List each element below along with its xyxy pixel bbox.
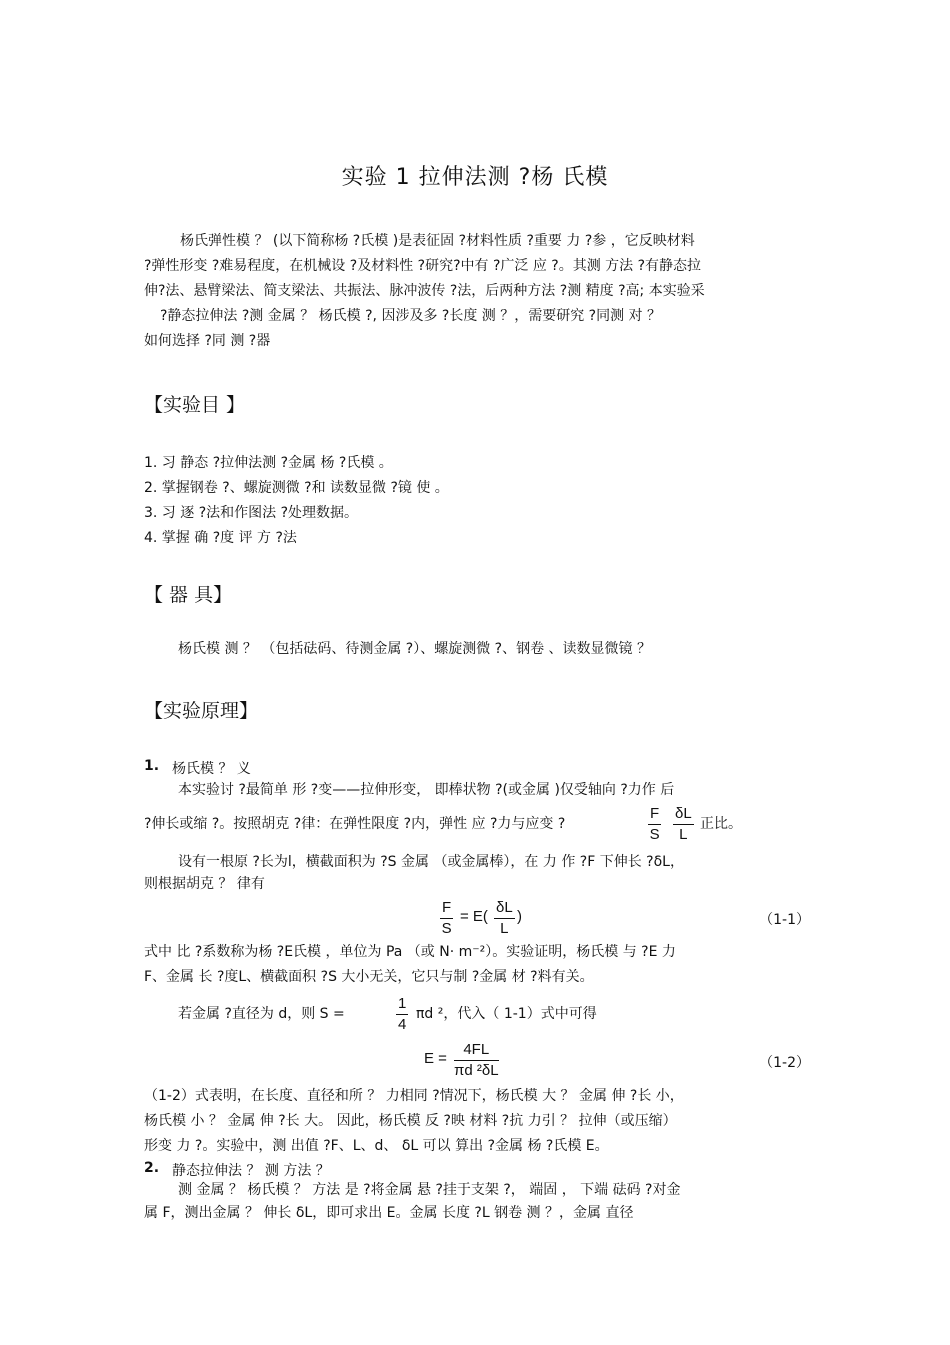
- principle-subheading-1-number: 1.: [144, 758, 160, 774]
- principle-p1-line-2: ?伸长或缩 ?。按照胡克 ?律：在弹性限度 ?内，弹性 应 ?力与应变 ?: [144, 816, 566, 832]
- principle-subheading-1: 杨氏模 ？ 义: [172, 761, 251, 777]
- fraction-denominator: πd ²δL: [454, 1062, 499, 1079]
- fraction-denominator: S: [649, 826, 660, 843]
- eq1-equals: = E(: [460, 908, 488, 925]
- intro-line-3: 伸?法、悬臂梁法、简支梁法、共振法、脉冲波传 ?法，后两种方法 ?测 精度 ?高; 本实验采: [144, 283, 705, 299]
- purpose-item-4: 4. 掌握 确 ?度 评 方 ?法: [144, 530, 297, 546]
- principle-subheading-2: 静态拉伸法 ？ 测 方法 ？: [172, 1163, 330, 1179]
- principle-p5-line-1: （1-2）式表明，在长度、直径和所 ？ 力相同 ?情况下，杨氏模 大 ？ 金属 伸 ?长 小，: [144, 1088, 684, 1104]
- intro-line-5: 如何选择 ?同 测 ?器: [144, 333, 271, 349]
- principle-p3-line-2: F、金属 长 ?度L、横截面积 ?S 大小无关，它只与制 ?金属 材 ?料有关。: [144, 969, 594, 985]
- apparatus-text: 杨氏模 测 ？ （包括砝码、待测金属 ?）、螺旋测微 ?、钢卷 、读数显微镜 ？: [178, 641, 652, 657]
- fraction-denominator: 4: [398, 1016, 407, 1033]
- fraction-denominator: S: [441, 920, 452, 937]
- principle-p1-line-1: 本实验讨 ?最简单 形 ?变——拉伸形变， 即棒状物 ?(或金属 )仅受轴向 ?力作 后: [178, 782, 675, 798]
- section-heading-apparatus: 【 器 具】: [144, 584, 233, 606]
- eq1-rhs-fraction: [494, 898, 515, 939]
- quarter-fraction: [396, 994, 408, 1035]
- principle-p2-line-1: 设有一根原 ?长为l，横截面积为 ?S 金属 （或金属棒），在 力 作 ?F 下伸长 ?δL，: [178, 854, 684, 870]
- section-heading-purpose: 【实验目 】: [144, 394, 246, 416]
- section-heading-principle: 【实验原理】: [144, 700, 259, 722]
- principle-p3-line-1: 式中 比 ?系数称为杨 ?E氏模 ，单位为 Pa （或 N· m⁻²）。实验证明，杨氏模 与 ?E 力: [144, 944, 676, 960]
- fraction-denominator: L: [500, 920, 509, 937]
- fraction-denominator: L: [679, 826, 688, 843]
- principle-subheading-2-number: 2.: [144, 1160, 160, 1176]
- principle-p1-line-2-end: 正比。: [700, 816, 742, 832]
- principle-p6-line-2: 属 F，测出金属 ？ 伸长 δL，即可求出 E。金属 长度 ?L 钢卷 测 ？，金属 直径: [144, 1205, 634, 1221]
- principle-p2-line-2: 则根据胡克 ？ 律有: [144, 876, 265, 892]
- fraction-numerator: δL: [494, 898, 515, 919]
- purpose-item-2: 2. 掌握钢卷 ?、螺旋测微 ?和 读数显微 ?镜 使 。: [144, 480, 449, 496]
- fraction-numerator: δL: [673, 804, 694, 825]
- eq2-number: （1-2）: [759, 1055, 810, 1071]
- principle-p6-line-1: 测 金属 ？ 杨氏模 ？ 方法 是 ?将金属 悬 ?挂于支架 ?， 端固 ， 下端 砝码 ?对金: [178, 1182, 681, 1198]
- principle-p5-line-2: 杨氏模 小 ？ 金属 伸 ?长 大。 因此，杨氏模 反 ?映 材料 ?抗 力引 ？ 拉伸（或压缩）: [144, 1113, 677, 1129]
- fraction-numerator: F: [440, 898, 453, 919]
- eq1-number: （1-1）: [759, 912, 810, 928]
- eq1-lhs-fraction: [440, 898, 453, 939]
- fraction-numerator: 1: [396, 994, 408, 1015]
- fraction-f-over-s: [648, 804, 661, 845]
- intro-line-2: ?弹性形变 ?难易程度，在机械设 ?及材料性 ?研究?中有 ?广泛 应 ?。其测 方法 ?有静态拉: [144, 258, 702, 274]
- purpose-item-1: 1. 习 静态 ?拉伸法测 ?金属 杨 ?氏模 。: [144, 455, 393, 471]
- purpose-item-3: 3. 习 逐 ?法和作图法 ?处理数据。: [144, 505, 359, 521]
- eq2-fraction: [454, 1040, 499, 1081]
- fraction-numerator: 4FL: [454, 1040, 499, 1061]
- intro-line-4: ?静态拉伸法 ?测 金属 ？ 杨氏模 ?, 因涉及多 ?长度 测 ？，需要研究 ?同测 对 ？: [160, 308, 662, 324]
- page-title: 实验 1 拉伸法测 ?杨 氏模: [341, 165, 609, 190]
- principle-p4-end: πd ²，代入（ 1-1）式中可得: [416, 1006, 597, 1022]
- fraction-numerator: F: [648, 804, 661, 825]
- intro-line-1: 杨氏弹性模 ？ (以下简称杨 ?氏模 )是表征固 ?材料性质 ?重要 力 ?参 ，它反映材料: [180, 233, 695, 249]
- principle-p4: 若金属 ?直径为 d，则 S =: [178, 1006, 345, 1022]
- eq1-close-paren: ): [517, 908, 522, 925]
- eq2-lhs: E =: [424, 1050, 447, 1067]
- fraction-dl-over-l: [673, 804, 694, 845]
- principle-p5-line-3: 形变 力 ?。实验中，测 出值 ?F、L、d、 δL 可以 算出 ?金属 杨 ?氏模 E。: [144, 1138, 609, 1154]
